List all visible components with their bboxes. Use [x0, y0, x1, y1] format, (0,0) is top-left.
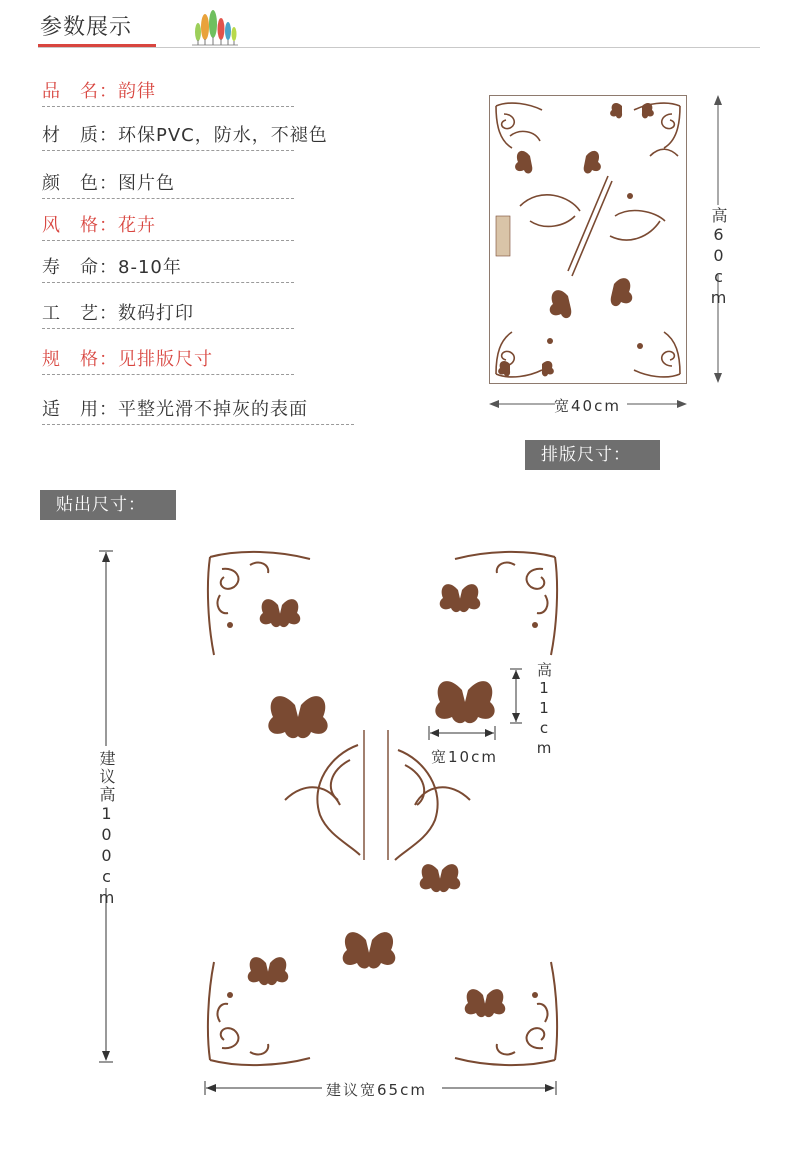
spec-row [42, 212, 294, 241]
layout-size-button[interactable]: 排版尺寸： [525, 440, 660, 470]
recommended-width-label: 建议宽65cm [326, 1081, 427, 1099]
spec-value: 环保PVC，防水，不褪色 [118, 125, 328, 146]
applied-size-button[interactable]: 贴出尺寸： [40, 490, 176, 520]
spec-label: 工 艺： [42, 303, 118, 324]
spec-value: 平整光滑不掉灰的表面 [118, 399, 308, 420]
spec-row [42, 78, 294, 107]
header-divider [38, 47, 760, 48]
spec-label: 材 质： [42, 125, 118, 146]
recommended-height-label: 建议高100cm [97, 750, 116, 909]
applied-decal-art [200, 545, 570, 1075]
trees-icon [190, 10, 240, 46]
spec-row [42, 254, 294, 283]
spec-value: 花卉 [118, 215, 156, 236]
butterfly-height-label: 高11cm [535, 662, 553, 759]
page-title: 参数展示 [40, 15, 133, 40]
sheet-decal-art [490, 96, 686, 383]
spec-row [42, 122, 328, 151]
spec-value: 韵律 [118, 81, 156, 102]
butterfly-width-arrow [428, 724, 496, 742]
butterfly-height-arrow [506, 668, 526, 724]
spec-row [42, 346, 294, 375]
spec-label: 寿 命： [42, 257, 118, 278]
spec-label: 风 格： [42, 215, 118, 236]
sheet-label-strip [496, 216, 510, 256]
butterfly-width-label: 宽10cm [431, 748, 498, 766]
spec-label: 适 用： [42, 399, 118, 420]
spec-label: 规 格： [42, 349, 118, 370]
spec-value: 数码打印 [118, 303, 194, 324]
spec-value: 见排版尺寸 [118, 349, 213, 370]
spec-row [42, 396, 354, 425]
sheet-height-label: 高60cm [709, 207, 728, 309]
spec-value: 图片色 [118, 173, 175, 194]
product-sheet-preview [489, 95, 687, 384]
spec-row [42, 300, 294, 329]
spec-label: 品 名： [42, 81, 118, 102]
spec-label: 颜 色： [42, 173, 118, 194]
spec-value: 8-10年 [118, 257, 182, 278]
sheet-width-label: 宽40cm [554, 397, 621, 415]
spec-row [42, 170, 294, 199]
